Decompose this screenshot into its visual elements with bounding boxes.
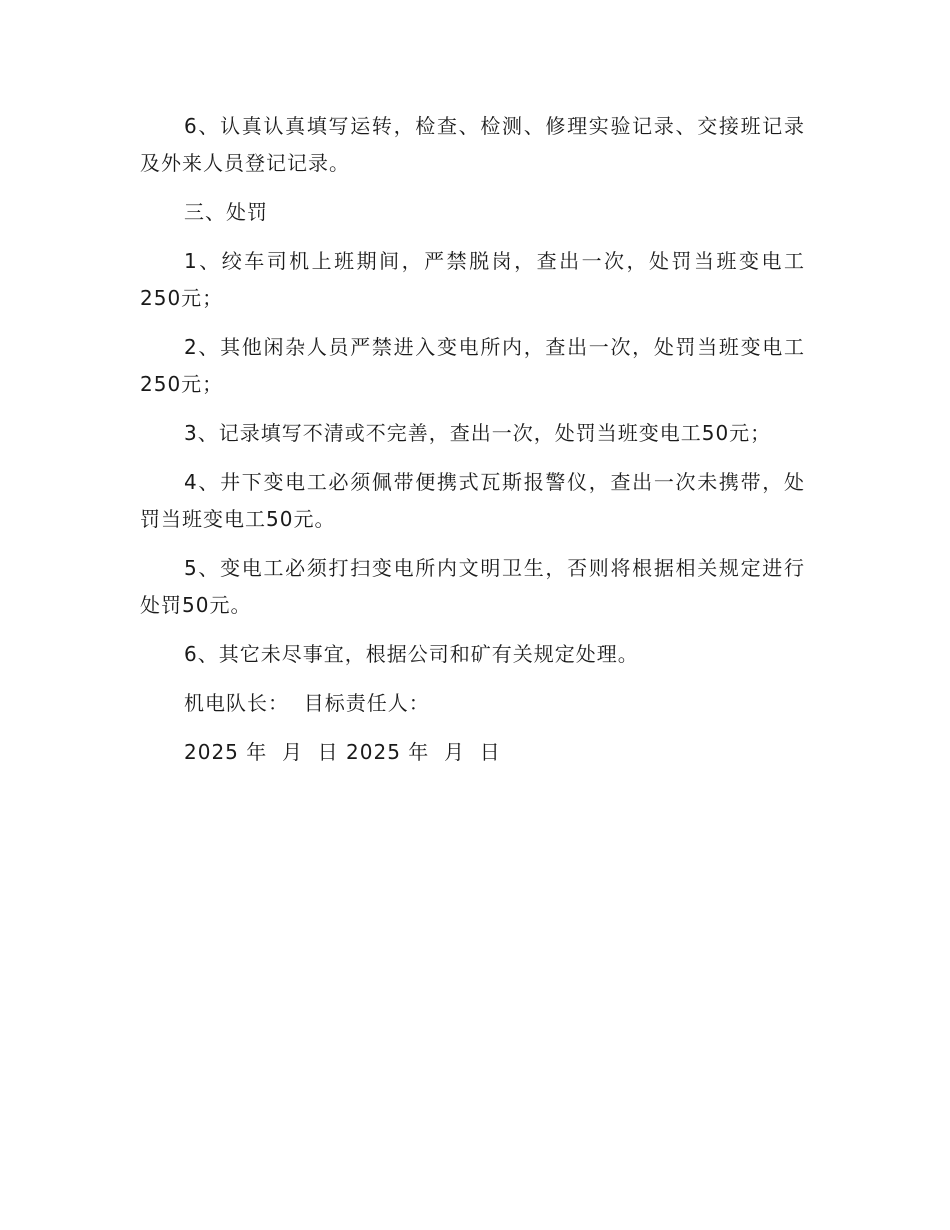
signature-roles: 机电队长： 目标责任人：: [184, 691, 430, 715]
paragraph-item-6-records: 6、认真认真填写运转，检查、检测、修理实验记录、交接班记录及外来人员登记记录。: [140, 114, 805, 175]
penalty-item-5: 5、变电工必须打扫变电所内文明卫生，否则将根据相关规定进行处罚50元。: [140, 556, 805, 617]
penalty-item-4: 4、井下变电工必须佩带便携式瓦斯报警仪，查出一次未携带，处罚当班变电工50元。: [140, 470, 805, 531]
penalty-item-2: 2、其他闲杂人员严禁进入变电所内，查出一次，处罚当班变电工250元；: [140, 335, 805, 396]
section-heading-penalties: 三、处罚: [184, 200, 268, 224]
penalty-item-1: 1、绞车司机上班期间，严禁脱岗，查出一次，处罚当班变电工250元；: [140, 249, 805, 310]
document-body: [140, 108, 805, 783]
signature-dates: 2025 年 月 日 2025 年 月 日: [184, 740, 501, 764]
penalty-item-3: 3、记录填写不清或不完善，查出一次，处罚当班变电工50元；: [184, 421, 772, 445]
penalty-item-6: 6、其它未尽事宜，根据公司和矿有关规定处理。: [184, 642, 639, 666]
